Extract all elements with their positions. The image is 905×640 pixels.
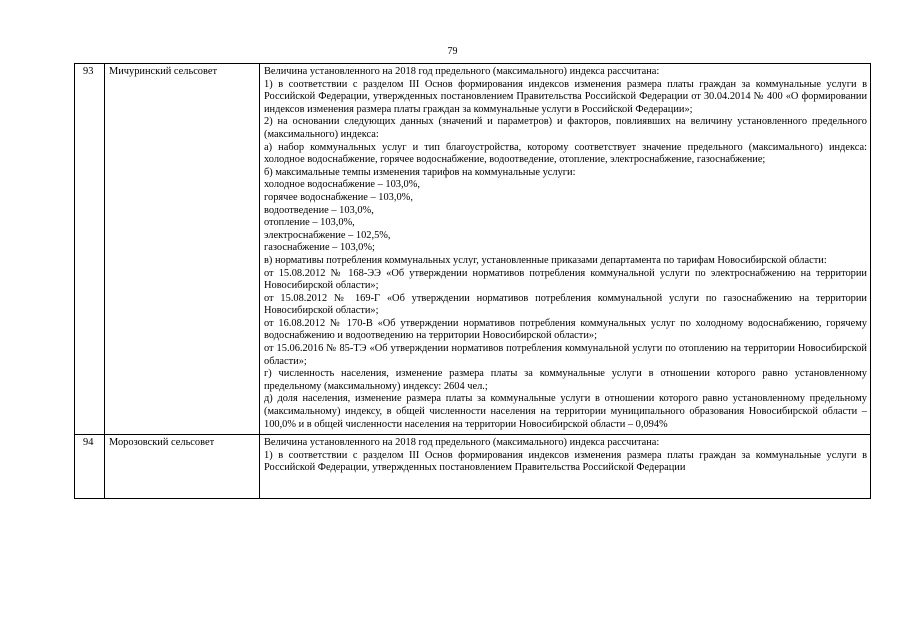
row-number: 93	[75, 64, 105, 435]
tariff-line: водоотведение – 103,0%,	[264, 204, 374, 216]
paragraph: Величина установленного на 2018 год предельного (максимального) индекса рассчитана:	[264, 437, 660, 449]
tariff-line: отопление – 103,0%,	[264, 217, 355, 229]
table-row	[75, 64, 871, 435]
tariff-line: газоснабжение – 103,0%;	[264, 242, 375, 254]
paragraph: от 15.08.2012 № 168-ЭЭ «Об утверждении нормативов потребления коммунальной услуги по электроснабжению на территории Новосибирской области»;	[264, 267, 867, 292]
paragraph: 2) на основании следующих данных (значений и параметров) и факторов, повлиявших на величину установленного предельного (максимального) индекса:	[264, 116, 867, 140]
paragraph: в) нормативы потребления коммунальных услуг, установленные приказами департамента по тарифам Новосибирской области:	[264, 254, 827, 266]
paragraph: 1) в соответствии с разделом III Основ формирования индексов изменения размера платы граждан за коммунальные услуги в Российской Федерации, утвержденных постановлением Правительства Российской Федерации	[264, 449, 867, 474]
tariff-line: электроснабжение – 102,5%,	[264, 229, 391, 241]
page-number: 79	[447, 46, 458, 57]
index-table	[74, 63, 871, 499]
row-number: 94	[75, 435, 105, 499]
calculation-description	[260, 64, 871, 435]
paragraph: Величина установленного на 2018 год предельного (максимального) индекса рассчитана:	[264, 66, 660, 77]
paragraph: от 15.08.2012 № 169-Г «Об утверждении нормативов потребления коммунальной услуги по газоснабжению на территории Новосибирской области»;	[264, 292, 867, 317]
municipality-name: Мичуринский сельсовет	[105, 64, 260, 435]
tariff-line: холодное водоснабжение – 103,0%,	[264, 179, 421, 191]
tariff-line: горячее водоснабжение – 103,0%,	[264, 191, 413, 203]
paragraph: а) набор коммунальных услуг и тип благоустройства, которому соответствует значение предельного (максимального) индекса: холодное водоснабжение, горячее водоснабжение, водоотведение, отопление, электроснабжение, газоснабжение;	[264, 141, 867, 166]
paragraph: б) максимальные темпы изменения тарифов на коммунальные услуги:	[264, 166, 576, 178]
table-row	[75, 435, 871, 499]
paragraph: г) численность населения, изменение размера платы за коммунальные услуги в отношении которого равно установленному предельному (максимальному) индексу: 2604 чел.;	[264, 368, 867, 392]
paragraph: от 15.06.2016 № 85-ТЭ «Об утверждении нормативов потребления коммунальной услуги по отоплению на территории Новосибирской области»;	[264, 343, 867, 367]
paragraph: 1) в соответствии с разделом III Основ формирования индексов изменения размера платы граждан за коммунальные услуги в Российской Федерации, утвержденных постановлением Правительства Российской Федерации от 30.04.2014 № 400 «О формировании индексов изменения размера платы граждан за коммунальные услуги в Российской Федерации»;	[264, 78, 867, 115]
calculation-description	[260, 435, 871, 499]
paragraph: д) доля населения, изменение размера платы за коммунальные услуги в отношении которого равно установленному предельному (максимальному) индексу, в общей численности населения на территории муниципального образования Новосибирской области – 100,0% и в общей численности населения на территории Новосибирской области – 0,094%	[264, 393, 867, 430]
paragraph: от 16.08.2012 № 170-В «Об утверждении нормативов потребления коммунальных услуг по холодному водоснабжению, горячему водоснабжению и водоотведению на территории Новосибирской области»;	[264, 317, 867, 342]
municipality-name: Морозовский сельсовет	[105, 435, 260, 499]
